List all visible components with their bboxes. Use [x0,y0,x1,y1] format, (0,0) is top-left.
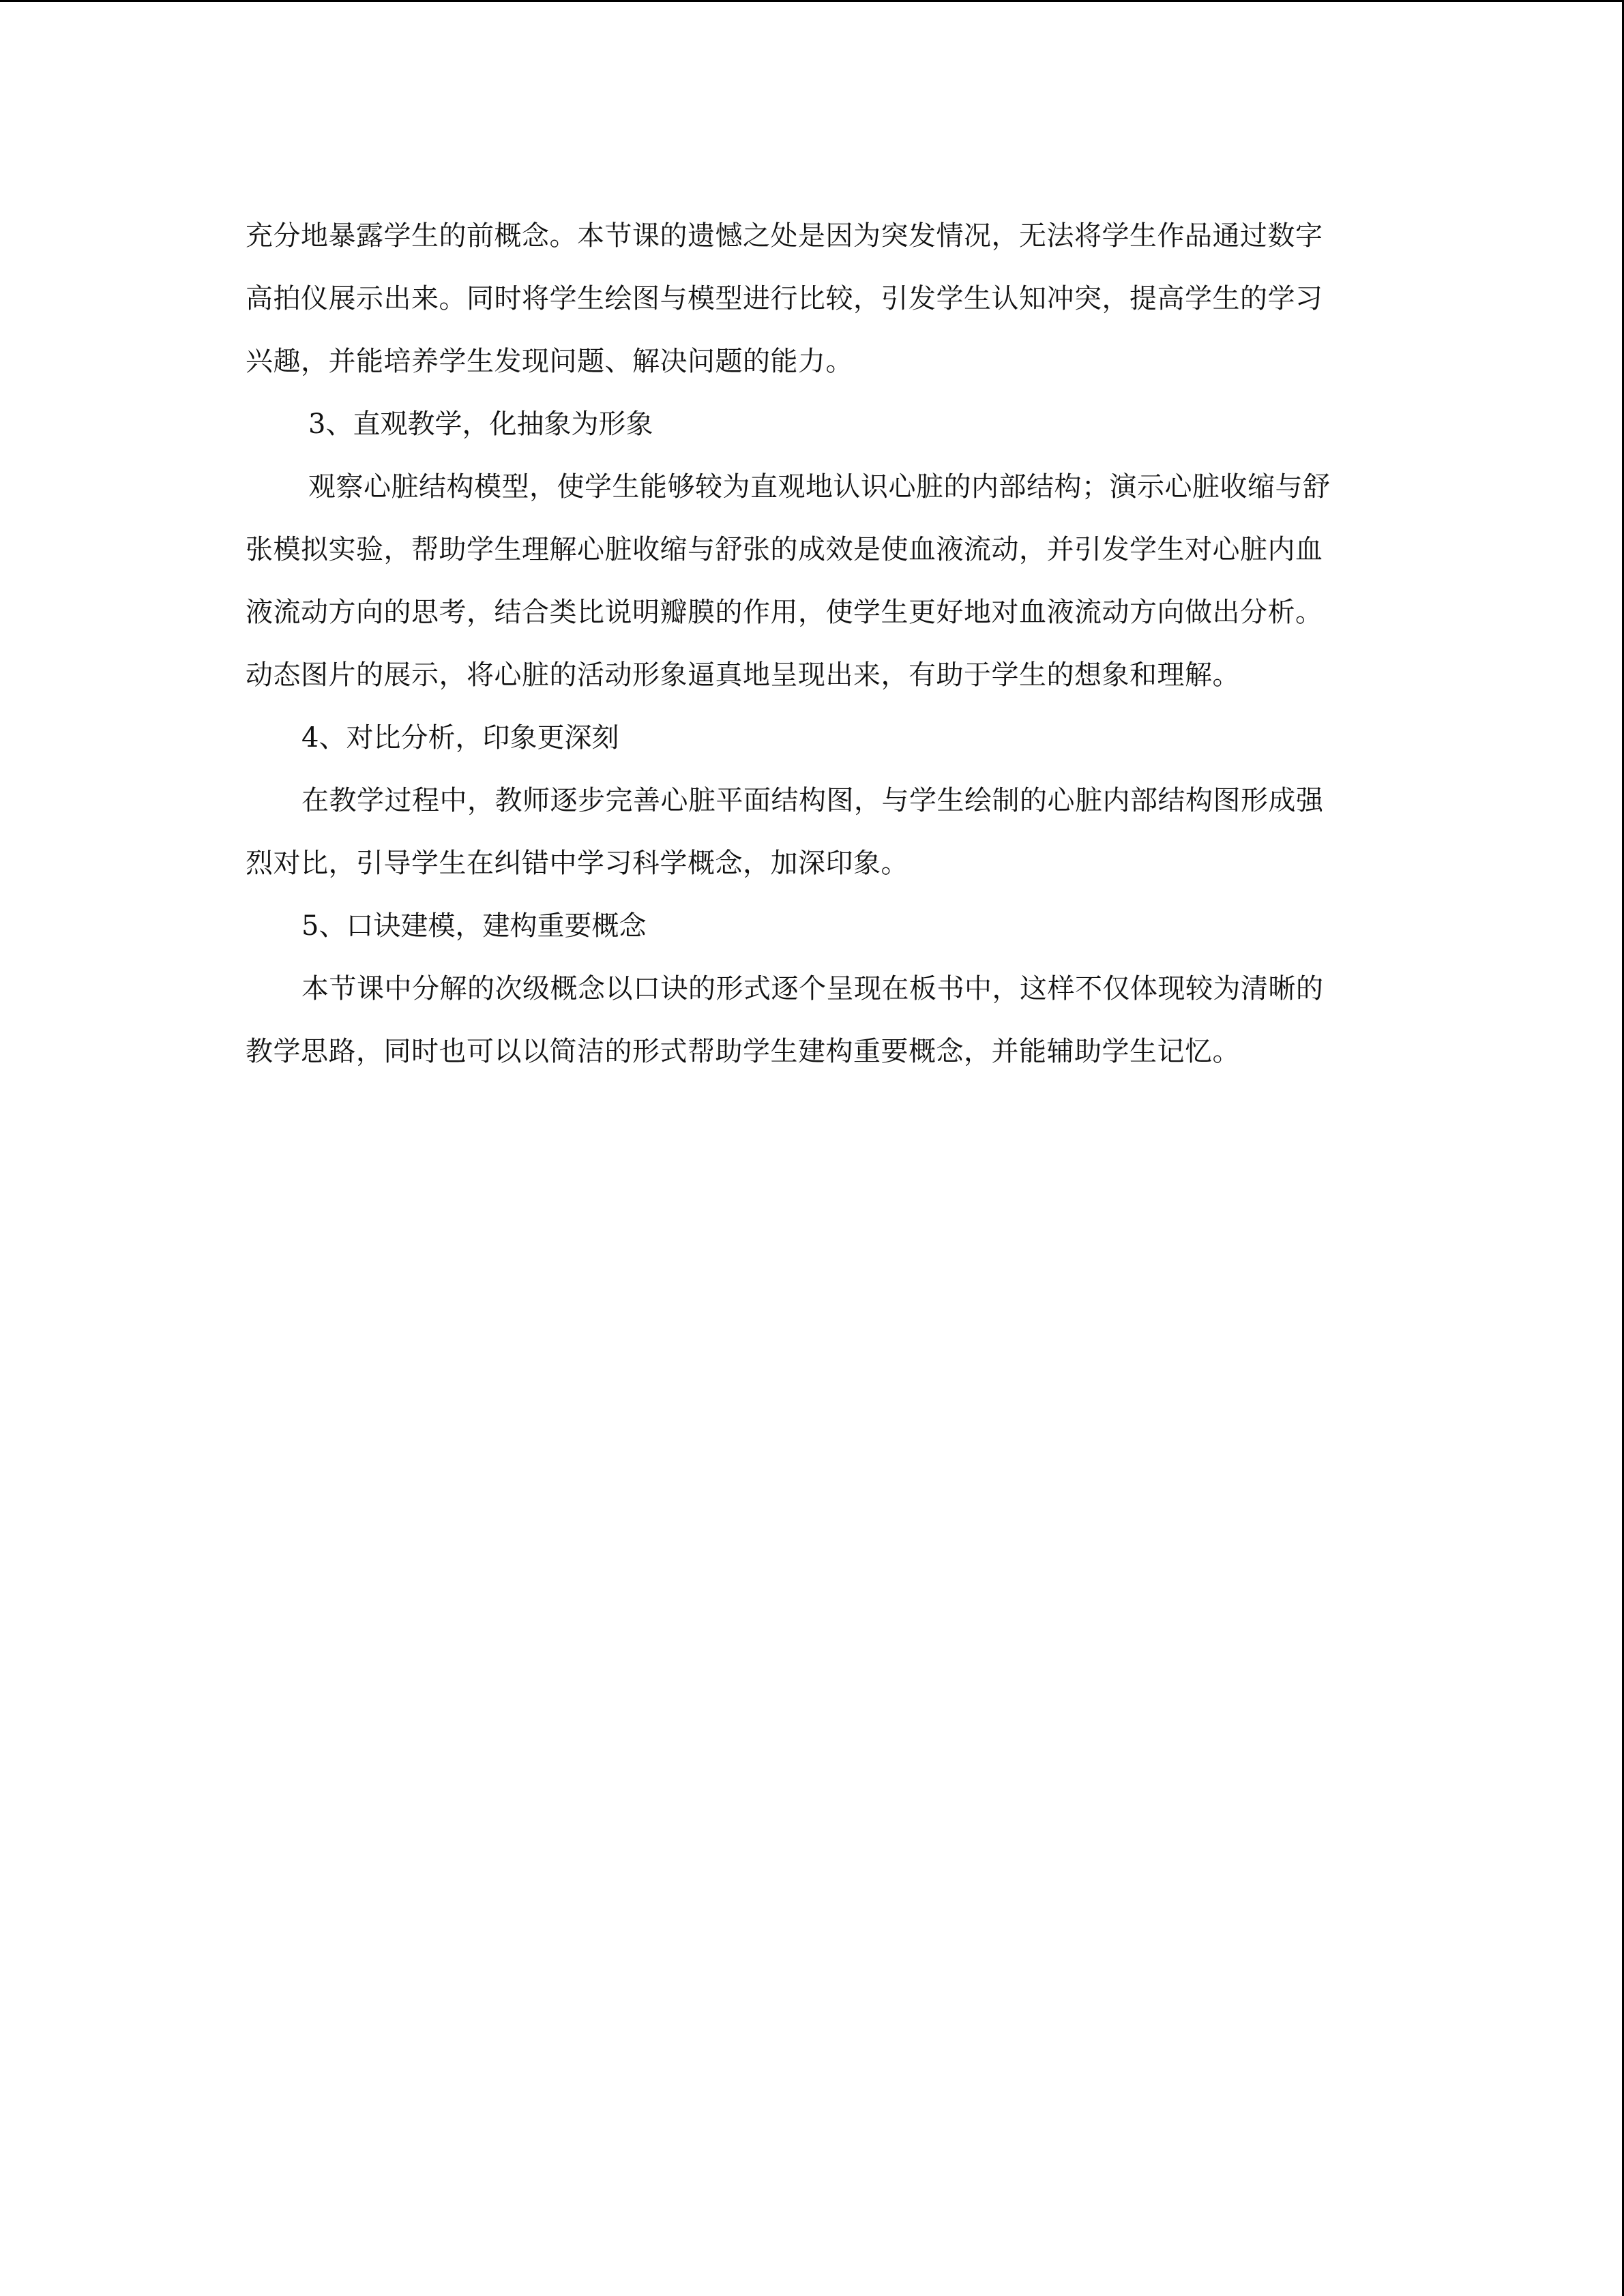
text-line: 本节课中分解的次级概念以口诀的形式逐个呈现在板书中，这样不仅体现较为清晰的 [301,973,1324,1004]
text-line: 教学思路，同时也可以以简洁的形式帮助学生建构重要概念，并能辅助学生记忆。 [246,1036,1240,1067]
section-heading-3: 3、直观教学，化抽象为形象 [308,408,653,440]
text-line: 液流动方向的思考，结合类比说明瓣膜的作用，使学生更好地对血液流动方向做出分析。 [246,597,1323,628]
text-line: 动态图片的展示，将心脏的活动形象逼真地呈现出来，有助于学生的想象和理解。 [246,659,1240,691]
text-line: 在教学过程中，教师逐步完善心脏平面结构图，与学生绘制的心脏内部结构图形成强 [301,785,1324,816]
paragraph-mnemonic-modeling [246,957,1378,1083]
page-top-border [0,0,1624,2]
text-line: 高拍仪展示出来。同时将学生绘图与模型进行比较，引发学生认知冲突，提高学生的学习 [246,283,1323,314]
text-line: 充分地暴露学生的前概念。本节课的遗憾之处是因为突发情况，无法将学生作品通过数字 [246,220,1323,252]
section-heading-4: 4、对比分析，印象更深刻 [301,722,619,754]
text-line: 观察心脏结构模型，使学生能够较为直观地认识心脏的内部结构；演示心脏收缩与舒 [308,471,1331,503]
text-line: 烈对比，引导学生在纠错中学习科学概念，加深印象。 [246,848,909,879]
paragraph-intuitive-teaching [246,456,1378,706]
section-heading-5: 5、口诀建模，建构重要概念 [301,910,647,942]
paragraph-student-preconceptions [246,205,1378,393]
paragraph-comparison-analysis [246,769,1378,895]
text-line: 张模拟实验，帮助学生理解心脏收缩与舒张的成效是使血液流动，并引发学生对心脏内血 [246,534,1323,565]
text-line: 兴趣，并能培养学生发现问题、解决问题的能力。 [246,346,853,377]
document-body [246,205,1378,1083]
